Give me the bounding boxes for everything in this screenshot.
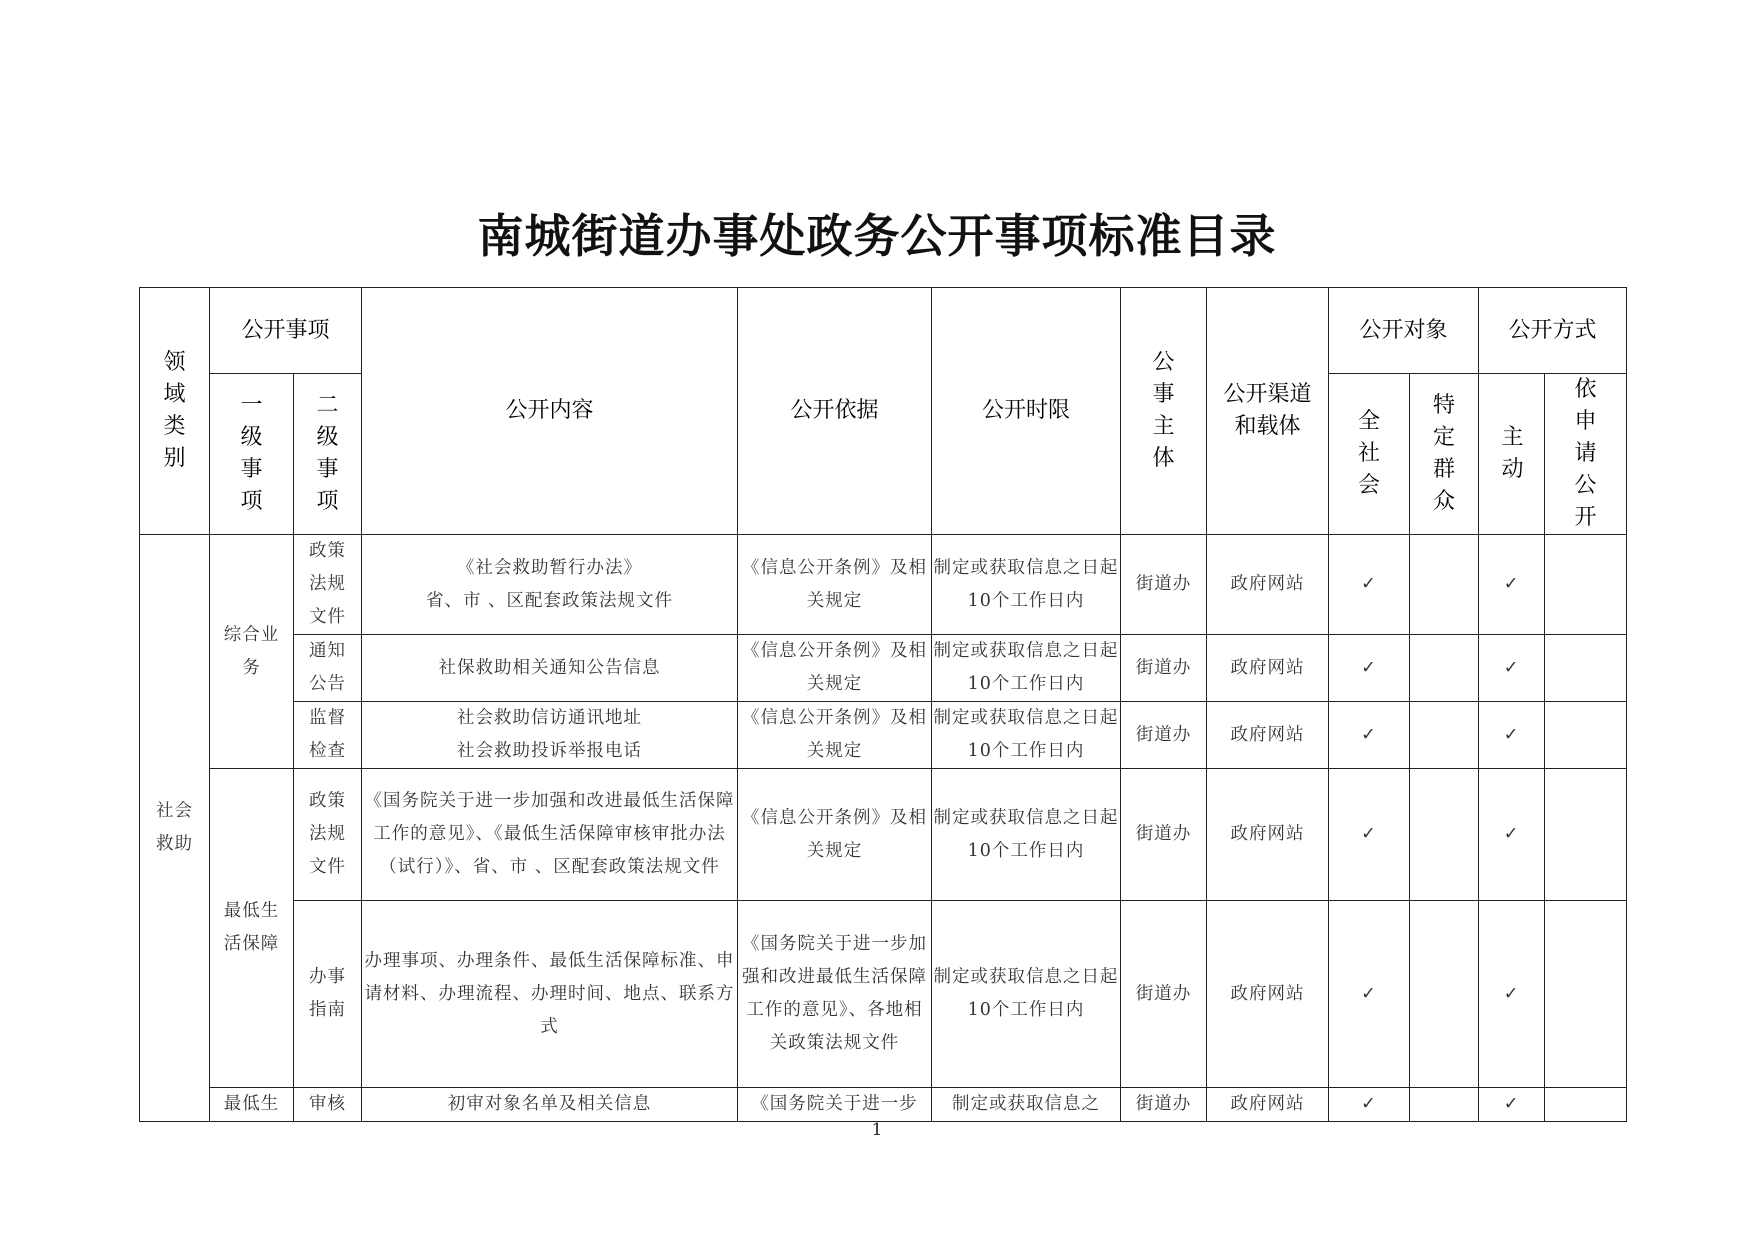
time-limit-cell: 制定或获取信息之日起10个工作日内: [932, 901, 1121, 1088]
table-row: [140, 1088, 1627, 1122]
table-row: [140, 901, 1627, 1088]
check-icon: ✓: [1329, 535, 1410, 635]
subject-cell: 街道办: [1121, 635, 1207, 702]
method-request-cell: [1545, 769, 1627, 901]
basis-cell: 《信息公开条例》及相关规定: [738, 702, 932, 769]
basis-cell: 《信息公开条例》及相关规定: [738, 635, 932, 702]
group-cell-1: 综合业务: [210, 535, 294, 769]
time-limit-cell: 制定或获取信息之: [932, 1088, 1121, 1122]
channel-cell: 政府网站: [1207, 535, 1329, 635]
subject-cell: 街道办: [1121, 702, 1207, 769]
disclosure-catalog-table: [139, 287, 1627, 1122]
target-specific-cell: [1410, 769, 1479, 901]
check-icon: ✓: [1479, 702, 1545, 769]
check-icon: ✓: [1479, 535, 1545, 635]
table-row: [140, 702, 1627, 769]
target-specific-cell: [1410, 702, 1479, 769]
channel-cell: 政府网站: [1207, 702, 1329, 769]
channel-cell: 政府网站: [1207, 901, 1329, 1088]
header-time-limit: 公开时限: [932, 288, 1121, 535]
time-limit-cell: 制定或获取信息之日起10个工作日内: [932, 535, 1121, 635]
level2-cell: 办事指南: [294, 901, 362, 1088]
target-specific-cell: [1410, 901, 1479, 1088]
header-method-request: 依申请公开: [1545, 374, 1627, 535]
time-limit-cell: 制定或获取信息之日起10个工作日内: [932, 635, 1121, 702]
group-cell-3: 最低生: [210, 1088, 294, 1122]
channel-cell: 政府网站: [1207, 769, 1329, 901]
subject-cell: 街道办: [1121, 535, 1207, 635]
content-cell: 《社会救助暂行办法》 省、市 、区配套政策法规文件: [362, 535, 738, 635]
content-cell: 社保救助相关通知公告信息: [362, 635, 738, 702]
time-limit-cell: 制定或获取信息之日起10个工作日内: [932, 769, 1121, 901]
channel-cell: 政府网站: [1207, 635, 1329, 702]
table-row: [140, 769, 1627, 901]
basis-cell: 《信息公开条例》及相关规定: [738, 535, 932, 635]
table-row: [140, 535, 1627, 635]
level2-cell: 通知公告: [294, 635, 362, 702]
basis-cell: 《国务院关于进一步加强和改进最低生活保障工作的意见》、各地相关政策法规文件: [738, 901, 932, 1088]
level2-cell: 政策法规文件: [294, 769, 362, 901]
level2-cell: 审核: [294, 1088, 362, 1122]
check-icon: ✓: [1479, 635, 1545, 702]
check-icon: ✓: [1329, 702, 1410, 769]
subject-cell: 街道办: [1121, 769, 1207, 901]
subject-cell: 街道办: [1121, 1088, 1207, 1122]
header-level1: 一级事项: [210, 374, 294, 535]
check-icon: ✓: [1479, 1088, 1545, 1122]
header-subject: 公事主体: [1121, 288, 1207, 535]
header-domain: 领域类别: [140, 288, 210, 535]
subject-cell: 街道办: [1121, 901, 1207, 1088]
target-specific-cell: [1410, 535, 1479, 635]
header-basis: 公开依据: [738, 288, 932, 535]
basis-cell: 《国务院关于进一步: [738, 1088, 932, 1122]
content-cell: 社会救助信访通讯地址 社会救助投诉举报电话: [362, 702, 738, 769]
target-specific-cell: [1410, 1088, 1479, 1122]
channel-cell: 政府网站: [1207, 1088, 1329, 1122]
level2-cell: 监督检查: [294, 702, 362, 769]
level2-cell: 政策法规文件: [294, 535, 362, 635]
check-icon: ✓: [1329, 769, 1410, 901]
content-cell: 办理事项、办理条件、最低生活保障标准、申请材料、办理流程、办理时间、地点、联系方式: [362, 901, 738, 1088]
basis-cell: 《信息公开条例》及相关规定: [738, 769, 932, 901]
content-cell: 《国务院关于进一步加强和改进最低生活保障工作的意见》、《最低生活保障审核审批办法（试行）》、省、市 、区配套政策法规文件: [362, 769, 738, 901]
time-limit-cell: 制定或获取信息之日起10个工作日内: [932, 702, 1121, 769]
page-number: 1: [871, 1120, 883, 1140]
header-method: 公开方式: [1479, 288, 1627, 374]
header-target-all: 全社会: [1329, 374, 1410, 535]
method-request-cell: [1545, 635, 1627, 702]
header-level2: 二级事项: [294, 374, 362, 535]
group-cell-2: 最低生活保障: [210, 769, 294, 1088]
header-items: 公开事项: [210, 288, 362, 374]
table-row: [140, 635, 1627, 702]
header-content: 公开内容: [362, 288, 738, 535]
target-specific-cell: [1410, 635, 1479, 702]
header-channel: 公开渠道和载体: [1207, 288, 1329, 535]
method-request-cell: [1545, 1088, 1627, 1122]
check-icon: ✓: [1329, 1088, 1410, 1122]
header-target: 公开对象: [1329, 288, 1479, 374]
page-title: 南城街道办事处政务公开事项标准目录: [477, 209, 1277, 263]
check-icon: ✓: [1479, 769, 1545, 901]
method-request-cell: [1545, 702, 1627, 769]
header-target-specific: 特定群众: [1410, 374, 1479, 535]
check-icon: ✓: [1329, 901, 1410, 1088]
domain-cell: 社会救助: [140, 535, 210, 1122]
header-method-active: 主动: [1479, 374, 1545, 535]
content-cell: 初审对象名单及相关信息: [362, 1088, 738, 1122]
method-request-cell: [1545, 901, 1627, 1088]
check-icon: ✓: [1329, 635, 1410, 702]
check-icon: ✓: [1479, 901, 1545, 1088]
method-request-cell: [1545, 535, 1627, 635]
